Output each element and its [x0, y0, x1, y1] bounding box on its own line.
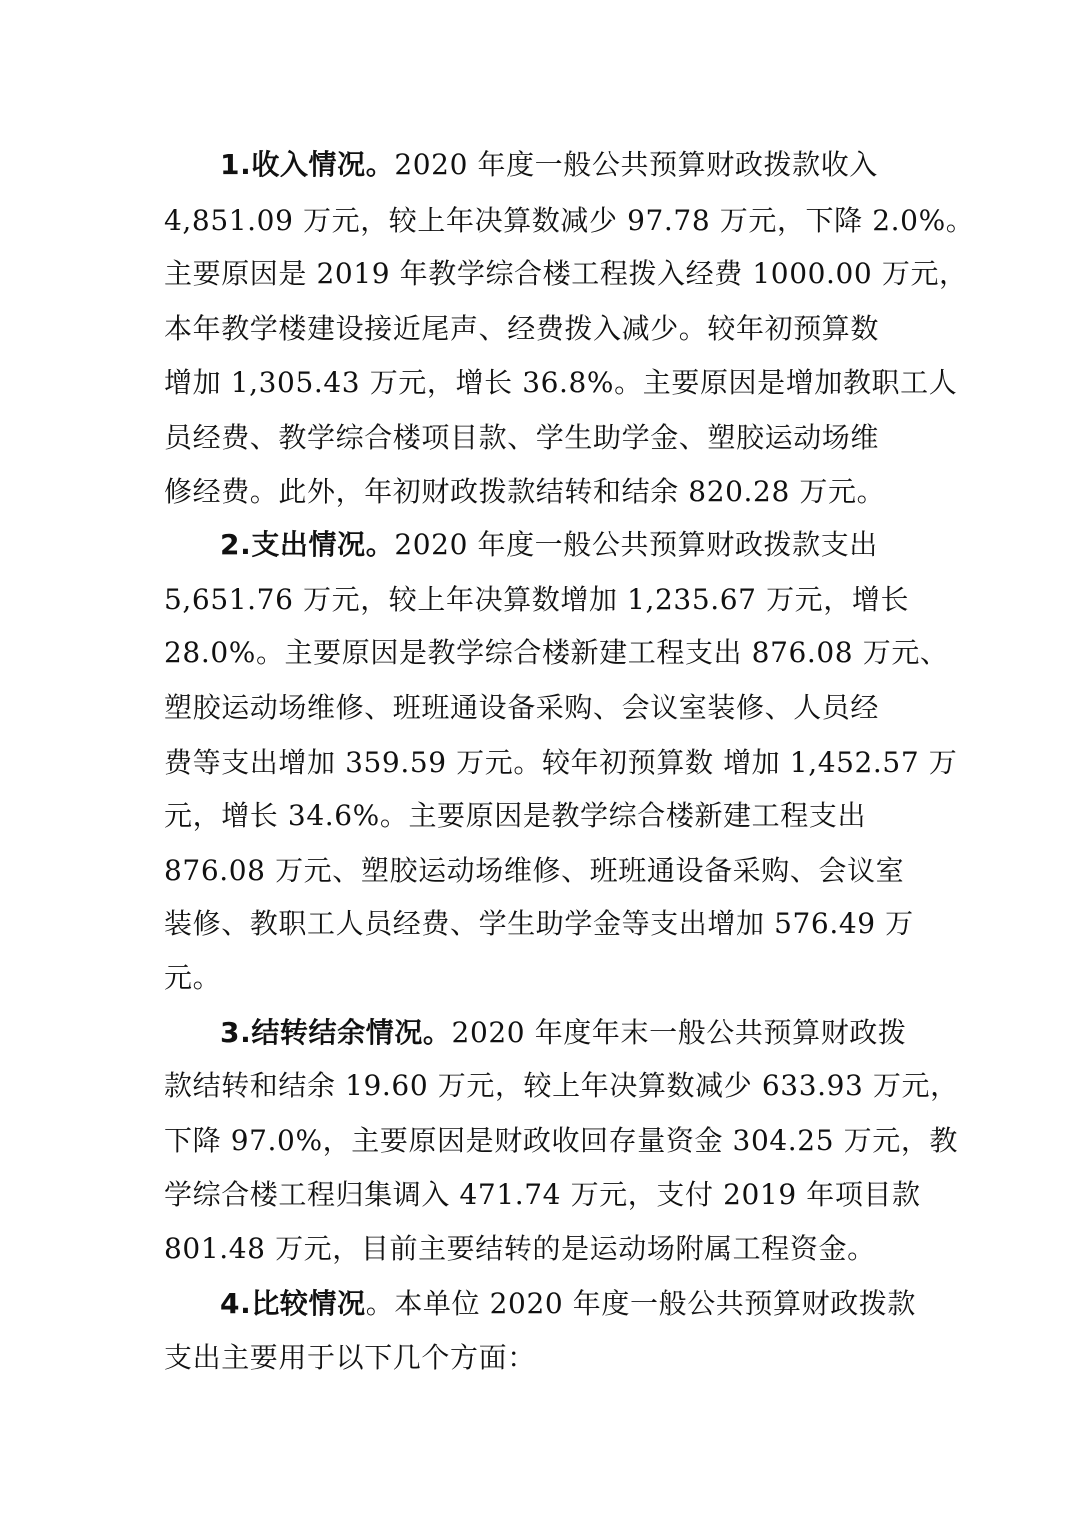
paragraph-line: 学综合楼工程归集调入 471.74 万元，支付 2019 年项目款 [164, 1178, 921, 1211]
paragraph-line: 元，增长 34.6%。主要原因是教学综合楼新建工程支出 [164, 799, 867, 832]
paragraph-line: 塑胶运动场维修、班班通设备采购、会议室装修、人员经 [164, 691, 880, 724]
paragraph-line: 876.08 万元、塑胶运动场维修、班班通设备采购、会议室 [164, 854, 905, 887]
paragraph-line: 801.48 万元，目前主要结转的是运动场附属工程资金。 [164, 1232, 876, 1265]
section-heading: 1.收入情况。 [220, 148, 395, 181]
paragraph-line: 5,651.76 万元，较上年决算数增加 1,235.67 万元，增长 [164, 583, 910, 616]
paragraph-line: 增加 1,305.43 万元，增长 36.8%。主要原因是增加教职工人 [164, 366, 958, 399]
paragraph-line [220, 145, 878, 185]
paragraph-line: 元。 [164, 961, 222, 994]
paragraph-text: 2020 年度年末一般公共预算财政拨 [451, 1016, 907, 1049]
section-heading: 3.结转结余情况。 [220, 1016, 452, 1049]
paragraph-line [220, 1013, 907, 1053]
paragraph-line: 修经费。此外，年初财政拨款结转和结余 820.28 万元。 [164, 475, 886, 508]
paragraph-text: 2020 年度一般公共预算财政拨款收入 [394, 148, 878, 181]
paragraph-line: 支出主要用于以下几个方面： [164, 1341, 536, 1374]
paragraph-line: 费等支出增加 359.59 万元。较年初预算数 增加 1,452.57 万 [164, 746, 958, 779]
paragraph-line: 4,851.09 万元，较上年决算数减少 97.78 万元，下降 2.0%。 [164, 204, 975, 237]
section-heading: 4.比较情况 [220, 1287, 366, 1320]
paragraph-line [220, 525, 878, 565]
paragraph-text: 2020 年度一般公共预算财政拨款支出 [394, 528, 878, 561]
paragraph-line: 主要原因是 2019 年教学综合楼工程拨入经费 1000.00 万元， [164, 257, 968, 290]
paragraph-line: 下降 97.0%，主要原因是财政收回存量资金 304.25 万元，教 [164, 1124, 959, 1157]
section-heading: 2.支出情况。 [220, 528, 395, 561]
paragraph-line: 装修、教职工人员经费、学生助学金等支出增加 576.49 万 [164, 907, 914, 940]
paragraph-line: 员经费、教学综合楼项目款、学生助学金、塑胶运动场维 [164, 421, 880, 454]
paragraph-line [220, 1284, 916, 1324]
paragraph-text: 。本单位 2020 年度一般公共预算财政拨款 [365, 1287, 916, 1320]
paragraph-line: 28.0%。主要原因是教学综合楼新建工程支出 876.08 万元、 [164, 636, 949, 669]
paragraph-line: 款结转和结余 19.60 万元，较上年决算数减少 633.93 万元， [164, 1069, 959, 1102]
paragraph-line: 本年教学楼建设接近尾声、经费拨入减少。较年初预算数 [164, 312, 880, 345]
